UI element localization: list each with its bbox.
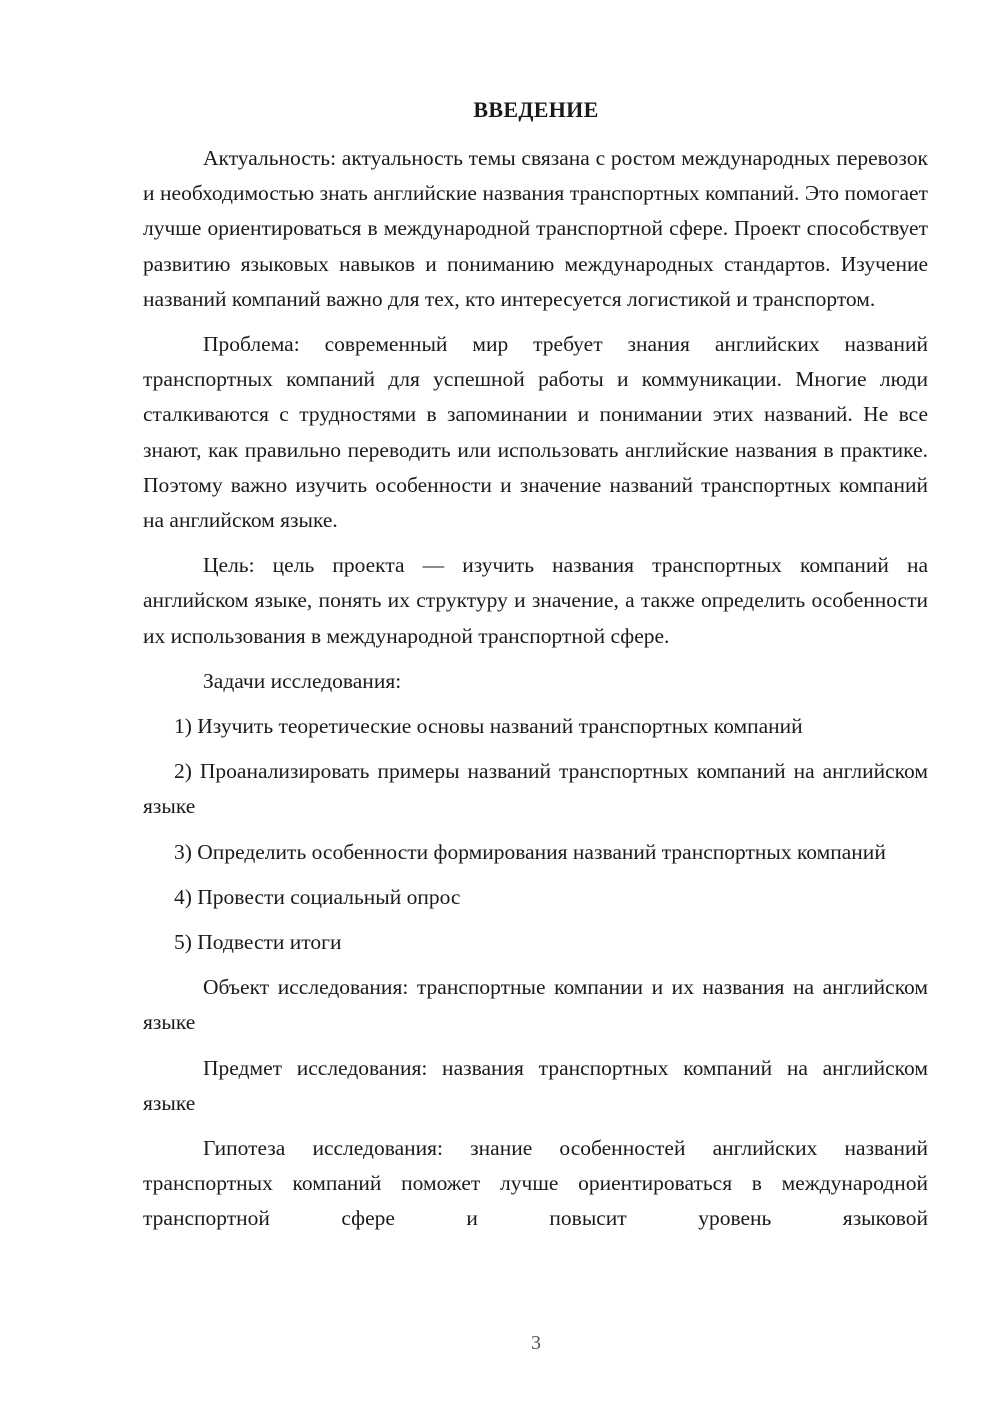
task-item: 4) Провести социальный опрос xyxy=(174,884,461,909)
task-item: 5) Подвести итоги xyxy=(174,930,342,955)
paragraph-problem: Проблема: современный мир требует знания английских названий транспортных компаний для успешной работы и коммуникации. Многие люди сталкиваются с трудностями в запоминании и понимании этих названий. Не все знают, как правильно переводить или использовать английские названия в практике. Поэтому важно изучить особенности и значение названий транспортных компаний на английском языке. xyxy=(143,332,928,533)
task-item: 3) Определить особенности формирования названий транспортных компаний xyxy=(174,839,886,864)
body-text xyxy=(143,141,928,1247)
paragraph-tasks-heading: Задачи исследования: xyxy=(203,668,402,693)
task-item: 1) Изучить теоретические основы названий транспортных компаний xyxy=(174,714,803,739)
paragraph-hypothesis: Гипотеза исследования: знание особенностей английских названий транспортных компаний поможет лучше ориентироваться в международной транспортной сфере и повысит уровень языковой xyxy=(143,1136,928,1231)
paragraph-relevance: Актуальность: актуальность темы связана с ростом международных перевозок и необходимостью знать английские названия транспортных компаний. Это помогает лучше ориентироваться в международной транспортной сфере. Проект способствует развитию языковых навыков и пониманию международных стандартов. Изучение названий компаний важно для тех, кто интересуется логистикой и транспортом. xyxy=(143,146,928,311)
paragraph-goal: Цель: цель проекта — изучить названия транспортных компаний на английском языке, понять их структуру и значение, а также определить особенности их использования в международной транспортной сфере. xyxy=(143,553,928,648)
page-number: 3 xyxy=(531,1332,541,1354)
paragraph-subject: Предмет исследования: названия транспортных компаний на английском языке xyxy=(143,1055,928,1115)
task-item: 2) Проанализировать примеры названий транспортных компаний на английском языке xyxy=(143,759,928,819)
paragraph-object: Объект исследования: транспортные компании и их названия на английском языке xyxy=(143,975,928,1035)
page-heading: ВВЕДЕНИЕ xyxy=(473,97,599,122)
